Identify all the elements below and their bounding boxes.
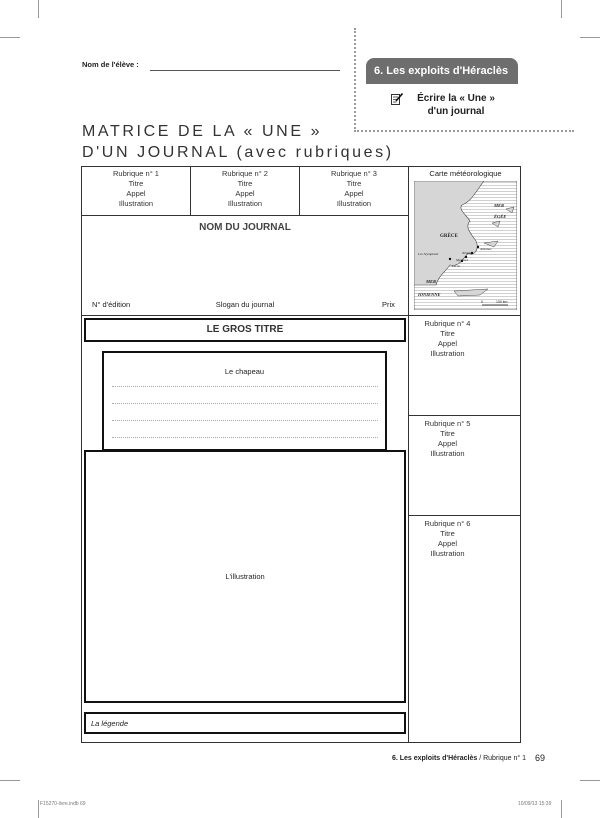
- dotted-line: [112, 403, 378, 404]
- rubrique-line: Illustration: [430, 449, 465, 458]
- rubrique-name: Rubrique n° 2: [222, 169, 268, 178]
- map-label: GRÈCE: [440, 234, 458, 239]
- rubrique-line: Titre: [346, 179, 362, 188]
- rubrique-line: Appel: [437, 339, 458, 348]
- header-row-divider: [81, 315, 521, 316]
- rubrique-line: Titre: [440, 429, 455, 438]
- crop-mark: [38, 0, 39, 18]
- student-name-label: Nom de l'élève :: [82, 60, 139, 69]
- rubrique-line: Appel: [126, 189, 146, 198]
- rubrique-1-cell: [82, 169, 190, 209]
- page-number: 69: [535, 753, 546, 763]
- rubrique-line: Titre: [128, 179, 144, 188]
- weather-map-title: Carte météorologique: [429, 169, 502, 178]
- chapter-subtitle-line1: Écrire la « Une »: [417, 93, 495, 104]
- rubrique-line: Appel: [344, 189, 364, 198]
- map-label: Athènes: [480, 247, 492, 251]
- map-label: MER: [494, 203, 505, 208]
- illustration-box: [84, 450, 406, 703]
- crop-mark: [561, 0, 562, 18]
- map-label: Mycènes: [456, 258, 469, 262]
- rubrique-line: Appel: [437, 539, 458, 548]
- dotted-line: [112, 386, 378, 387]
- page-footer: [0, 755, 526, 762]
- chapter-subtitle: [406, 92, 506, 118]
- footer-chapter: 6. Les exploits d'Héraclès: [391, 755, 478, 762]
- journal-slogan: Slogan du journal: [215, 300, 275, 309]
- weather-map: [414, 181, 517, 310]
- footer-separator: /: [477, 755, 484, 762]
- rubrique-3-cell: [300, 169, 408, 209]
- rubrique-line: Illustration: [430, 549, 465, 558]
- crop-mark: [0, 37, 20, 38]
- edition-number: N° d'édition: [92, 300, 131, 309]
- rubrique-name: Rubrique n° 6: [424, 519, 471, 528]
- caption-box: [84, 712, 406, 734]
- print-date-info: 10/09/13 15:39: [518, 801, 552, 807]
- rubrique-5-cell: [409, 419, 486, 459]
- map-label: 0: [481, 300, 483, 304]
- side-divider: [408, 415, 521, 416]
- crop-mark: [561, 800, 562, 818]
- crop-mark: [580, 37, 600, 38]
- rubrique-line: Appel: [235, 189, 255, 198]
- page-title-line2: D'UN JOURNAL (avec rubriques): [82, 144, 394, 161]
- rubrique-name: Rubrique n° 5: [424, 419, 471, 428]
- chapter-tag: 6. Les exploits d'Héraclès: [366, 58, 518, 84]
- map-label: Lerne: [452, 264, 461, 268]
- chapeau-box: [102, 351, 387, 451]
- crop-mark: [0, 780, 20, 781]
- rubrique-6-cell: [409, 519, 486, 559]
- rubrique-line: Illustration: [118, 199, 154, 208]
- page-title-line1: MATRICE DE LA « UNE »: [82, 123, 323, 140]
- crop-mark: [580, 780, 600, 781]
- map-label: IONIENNE: [418, 292, 441, 297]
- map-label: ÉGÉE: [494, 214, 507, 219]
- rubrique-name: Rubrique n° 4: [424, 319, 471, 328]
- caption-label: La légende: [91, 719, 129, 728]
- rubrique-line: Illustration: [430, 349, 465, 358]
- rubrique-line: Appel: [437, 439, 458, 448]
- dotted-line: [112, 437, 378, 438]
- student-name-line: [150, 70, 340, 71]
- map-label: Les Stymphale: [418, 252, 439, 256]
- chapter-subtitle-line2: d'un journal: [427, 106, 485, 117]
- journal-price: Prix: [382, 300, 395, 309]
- map-label: Némée: [462, 251, 472, 255]
- dotted-line: [112, 420, 378, 421]
- rubrique-2-cell: [191, 169, 299, 209]
- rubrique-4-cell: [409, 319, 486, 359]
- rubrique-line: Titre: [440, 529, 455, 538]
- rubrique-line: Illustration: [227, 199, 263, 208]
- map-label: MER: [426, 279, 437, 284]
- page-title: [82, 121, 394, 163]
- rubrique-line: Titre: [440, 329, 455, 338]
- rubrique-name: Rubrique n° 1: [113, 169, 159, 178]
- rubrique-row-divider: [81, 215, 408, 216]
- journal-name: NOM DU JOURNAL: [199, 222, 291, 233]
- rubrique-line: Titre: [237, 179, 253, 188]
- footer-rubrique: Rubrique n° 1: [483, 755, 526, 762]
- rubrique-name: Rubrique n° 3: [331, 169, 377, 178]
- side-divider: [408, 515, 521, 516]
- illustration-label: L'illustration: [225, 572, 265, 581]
- rubrique-line: Illustration: [336, 199, 372, 208]
- headline-box: LE GROS TITRE: [84, 318, 406, 342]
- map-label: 100 km: [496, 300, 508, 304]
- print-file-info: F15270-livre.indb 69: [40, 801, 86, 807]
- crop-mark: [38, 800, 39, 818]
- pencil-note-icon: [391, 93, 403, 105]
- chapeau-label: Le chapeau: [224, 367, 265, 376]
